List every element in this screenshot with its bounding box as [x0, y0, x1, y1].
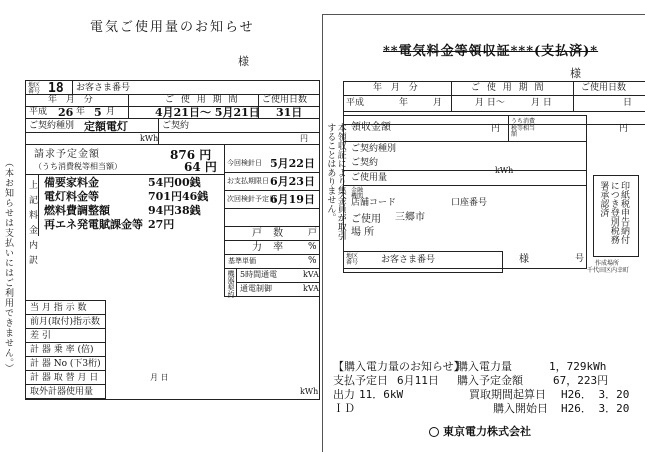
account-label: 口座番号: [451, 198, 488, 208]
issuer-note-2: 千代田区内幸町: [587, 267, 630, 274]
company-name: 東京電力株式会社: [443, 425, 531, 438]
meter-row-divider: [25, 342, 105, 343]
right-days-label: ご使用日数: [581, 83, 627, 93]
right-usage-period-label: ご 使 用 期 間: [471, 83, 546, 93]
issuer-note-1: 作成場所: [595, 260, 620, 267]
right-era: 平成: [346, 98, 365, 108]
meter-row-divider: [25, 370, 105, 371]
meter-day-unit: 月 日: [150, 373, 169, 382]
receipt-tax-yen: 円: [619, 124, 629, 134]
receipt-yen: 円: [491, 124, 501, 134]
bank-sama: 様: [519, 254, 529, 265]
meter-row-label: 差 引: [30, 331, 51, 341]
district-code-value: 18: [48, 81, 64, 96]
charge-item-value: 94円38銭: [148, 204, 201, 217]
receipt-usage: ご使用量: [351, 173, 388, 183]
meter-kwh-unit: kWh: [300, 387, 319, 396]
purchase-start-value: H26． 3．20: [561, 402, 630, 415]
breakdown-side-label: 上記料金内訳: [27, 180, 37, 270]
period-start-value: H26． 3．20: [561, 388, 630, 401]
receipt-box: [343, 115, 587, 269]
id-label: ＩＤ: [333, 402, 355, 415]
company-logo-icon: [429, 427, 439, 437]
charge-item-label: 再エネ発電賦課金等: [44, 218, 143, 231]
left-title: 電気ご使用量のお知らせ: [90, 20, 255, 35]
right-title: **電気料金等領収証***(支払済)*: [383, 44, 599, 59]
purchase-amount-label: 購入電力量: [457, 360, 512, 373]
right-period-to: 月 日: [531, 98, 552, 108]
date-label: 今回検針日: [227, 159, 262, 167]
total-charge-label: 請求予定金額: [34, 149, 100, 160]
bank-go: 号: [575, 254, 585, 264]
usage-period-label: ご 使 用 期 間: [165, 95, 240, 105]
pay-date-value: 6月11日: [397, 374, 439, 387]
meter2-label: 通電制御: [240, 284, 272, 293]
tax-value: 64 円: [184, 160, 217, 174]
right-ym-label: 年 月 分: [373, 83, 421, 93]
right-month-unit: 月: [433, 98, 443, 108]
power-factor-unit: %: [308, 242, 317, 252]
receipt-contract: ご契約: [351, 158, 379, 168]
customer-no-label: お客さま番号: [76, 83, 131, 93]
charge-item-label: 電灯料金等: [44, 190, 99, 203]
meter-row-divider: [25, 398, 105, 399]
left-side-note: （本お知らせは支払いにはご利用できません。）: [3, 158, 13, 374]
receipt-contract-type: ご契約種別: [351, 144, 397, 154]
date-label: お支払期限日: [227, 177, 269, 185]
stamp-note: 印紙税申告納付につき登別税務署承認済: [598, 181, 630, 244]
output-label: 出力: [333, 388, 355, 401]
meter2-unit: kVA: [303, 284, 319, 293]
right-sama: 様: [570, 67, 581, 80]
period-start-label: 買取期間起算日: [469, 388, 546, 401]
meter-row-divider: [25, 384, 105, 385]
meter-row-label: 前月(取付)指示数: [30, 317, 101, 327]
purchase-title: 【購入電力量のお知らせ】: [333, 360, 465, 373]
date-row-divider: [224, 172, 320, 173]
collector-note: 本領収証により集金員が取引することはありません。: [325, 123, 346, 240]
bank-label: 金融機関: [351, 187, 364, 200]
meter1-unit: kVA: [303, 270, 319, 279]
tax-label: （うち消費税等相当額）: [34, 162, 122, 171]
left-sama: 様: [238, 55, 249, 68]
date-row-divider: [224, 190, 320, 191]
date-value: 6月19日: [270, 193, 315, 206]
pay-date-label: 支払予定日: [333, 374, 388, 387]
date-value: 6月23日: [270, 175, 315, 188]
contract-type-value: 定額電灯: [84, 120, 128, 133]
meter-row-label: 計 器 乗 率 (倍): [30, 345, 94, 355]
households-label: 戸 数: [252, 228, 288, 239]
meter-row-label: 計 器 取 替 月 日: [30, 373, 99, 383]
district-code-label: 地区 番号: [28, 82, 41, 95]
right-year-unit: 年: [399, 98, 409, 108]
receipt-amount-label: 領収金額: [351, 122, 391, 133]
households-unit: 戸: [308, 228, 318, 238]
charge-item-label: 燃料費調整額: [44, 204, 110, 217]
right-district-label: 地区 番号: [346, 253, 359, 266]
meter-row-label: 取外計器使用量: [30, 387, 94, 397]
year-unit: 年: [76, 107, 86, 117]
month-unit: 月: [106, 107, 116, 117]
output-value: 11．6kW: [359, 388, 404, 401]
receipt-tax-label: うち消費税等相当額: [511, 118, 536, 139]
right-period-from: 月 日～: [475, 98, 505, 108]
purchase-start-label: 購入開始日: [493, 402, 548, 415]
charge-item-label: 備要家料金: [44, 176, 99, 189]
meter1-label: 5時間通電: [240, 270, 278, 279]
charge-item-value: 54円00銭: [148, 176, 201, 189]
usage-days-value: 31日: [276, 106, 303, 119]
rate-unit: %: [308, 256, 317, 266]
contract-type-label: ご契約種別: [29, 121, 75, 131]
right-day-unit: 日: [623, 98, 633, 108]
power-factor-label: 力 率: [252, 242, 288, 253]
usage-period-value: 4月21日～ 5月21日: [155, 106, 260, 119]
era: 平成: [29, 107, 48, 117]
charge-item-value: 701円46銭: [148, 190, 209, 203]
meter-row-divider: [25, 328, 105, 329]
contract-kwh-unit: kWh: [140, 134, 159, 143]
billing-month: 5: [94, 106, 102, 119]
right-document: [322, 14, 645, 452]
usage-place-value: 三郷市: [395, 212, 425, 223]
date-row-divider: [224, 208, 320, 209]
left-document: [0, 0, 322, 452]
meter-row-label: 計 器 No (下3桁): [30, 359, 101, 369]
date-label: 次回検針予定日: [227, 195, 276, 203]
contract-label: ご契約: [162, 121, 190, 131]
receipt-kwh: kWh: [495, 166, 514, 175]
contract-yen-unit: 円: [300, 134, 308, 143]
meter-row-label: 当 月 指 示 数: [30, 303, 87, 313]
charge-item-value: 27円: [148, 218, 175, 231]
meter-row-divider: [25, 356, 105, 357]
rate-label: 基準単価: [228, 257, 256, 265]
usage-days-label: ご使用日数: [262, 95, 308, 105]
ym-label: 年 月 分: [48, 95, 96, 105]
usage-place-label: ご使用 場 所: [351, 214, 381, 238]
right-customer-no-label: お客さま番号: [381, 255, 436, 265]
purchase-price-value: 67，223円: [553, 374, 609, 387]
meter-side-label: 機器契約: [227, 270, 235, 298]
meter-row-divider: [25, 314, 105, 315]
purchase-price-label: 購入予定金額: [457, 374, 523, 387]
billing-year: 26: [58, 106, 74, 119]
purchase-amount-value: 1，729kWh: [549, 360, 607, 373]
total-charge-value: 876 円: [170, 148, 212, 162]
store-code-label: 店舗コード: [351, 198, 397, 208]
date-value: 5月22日: [270, 157, 315, 170]
